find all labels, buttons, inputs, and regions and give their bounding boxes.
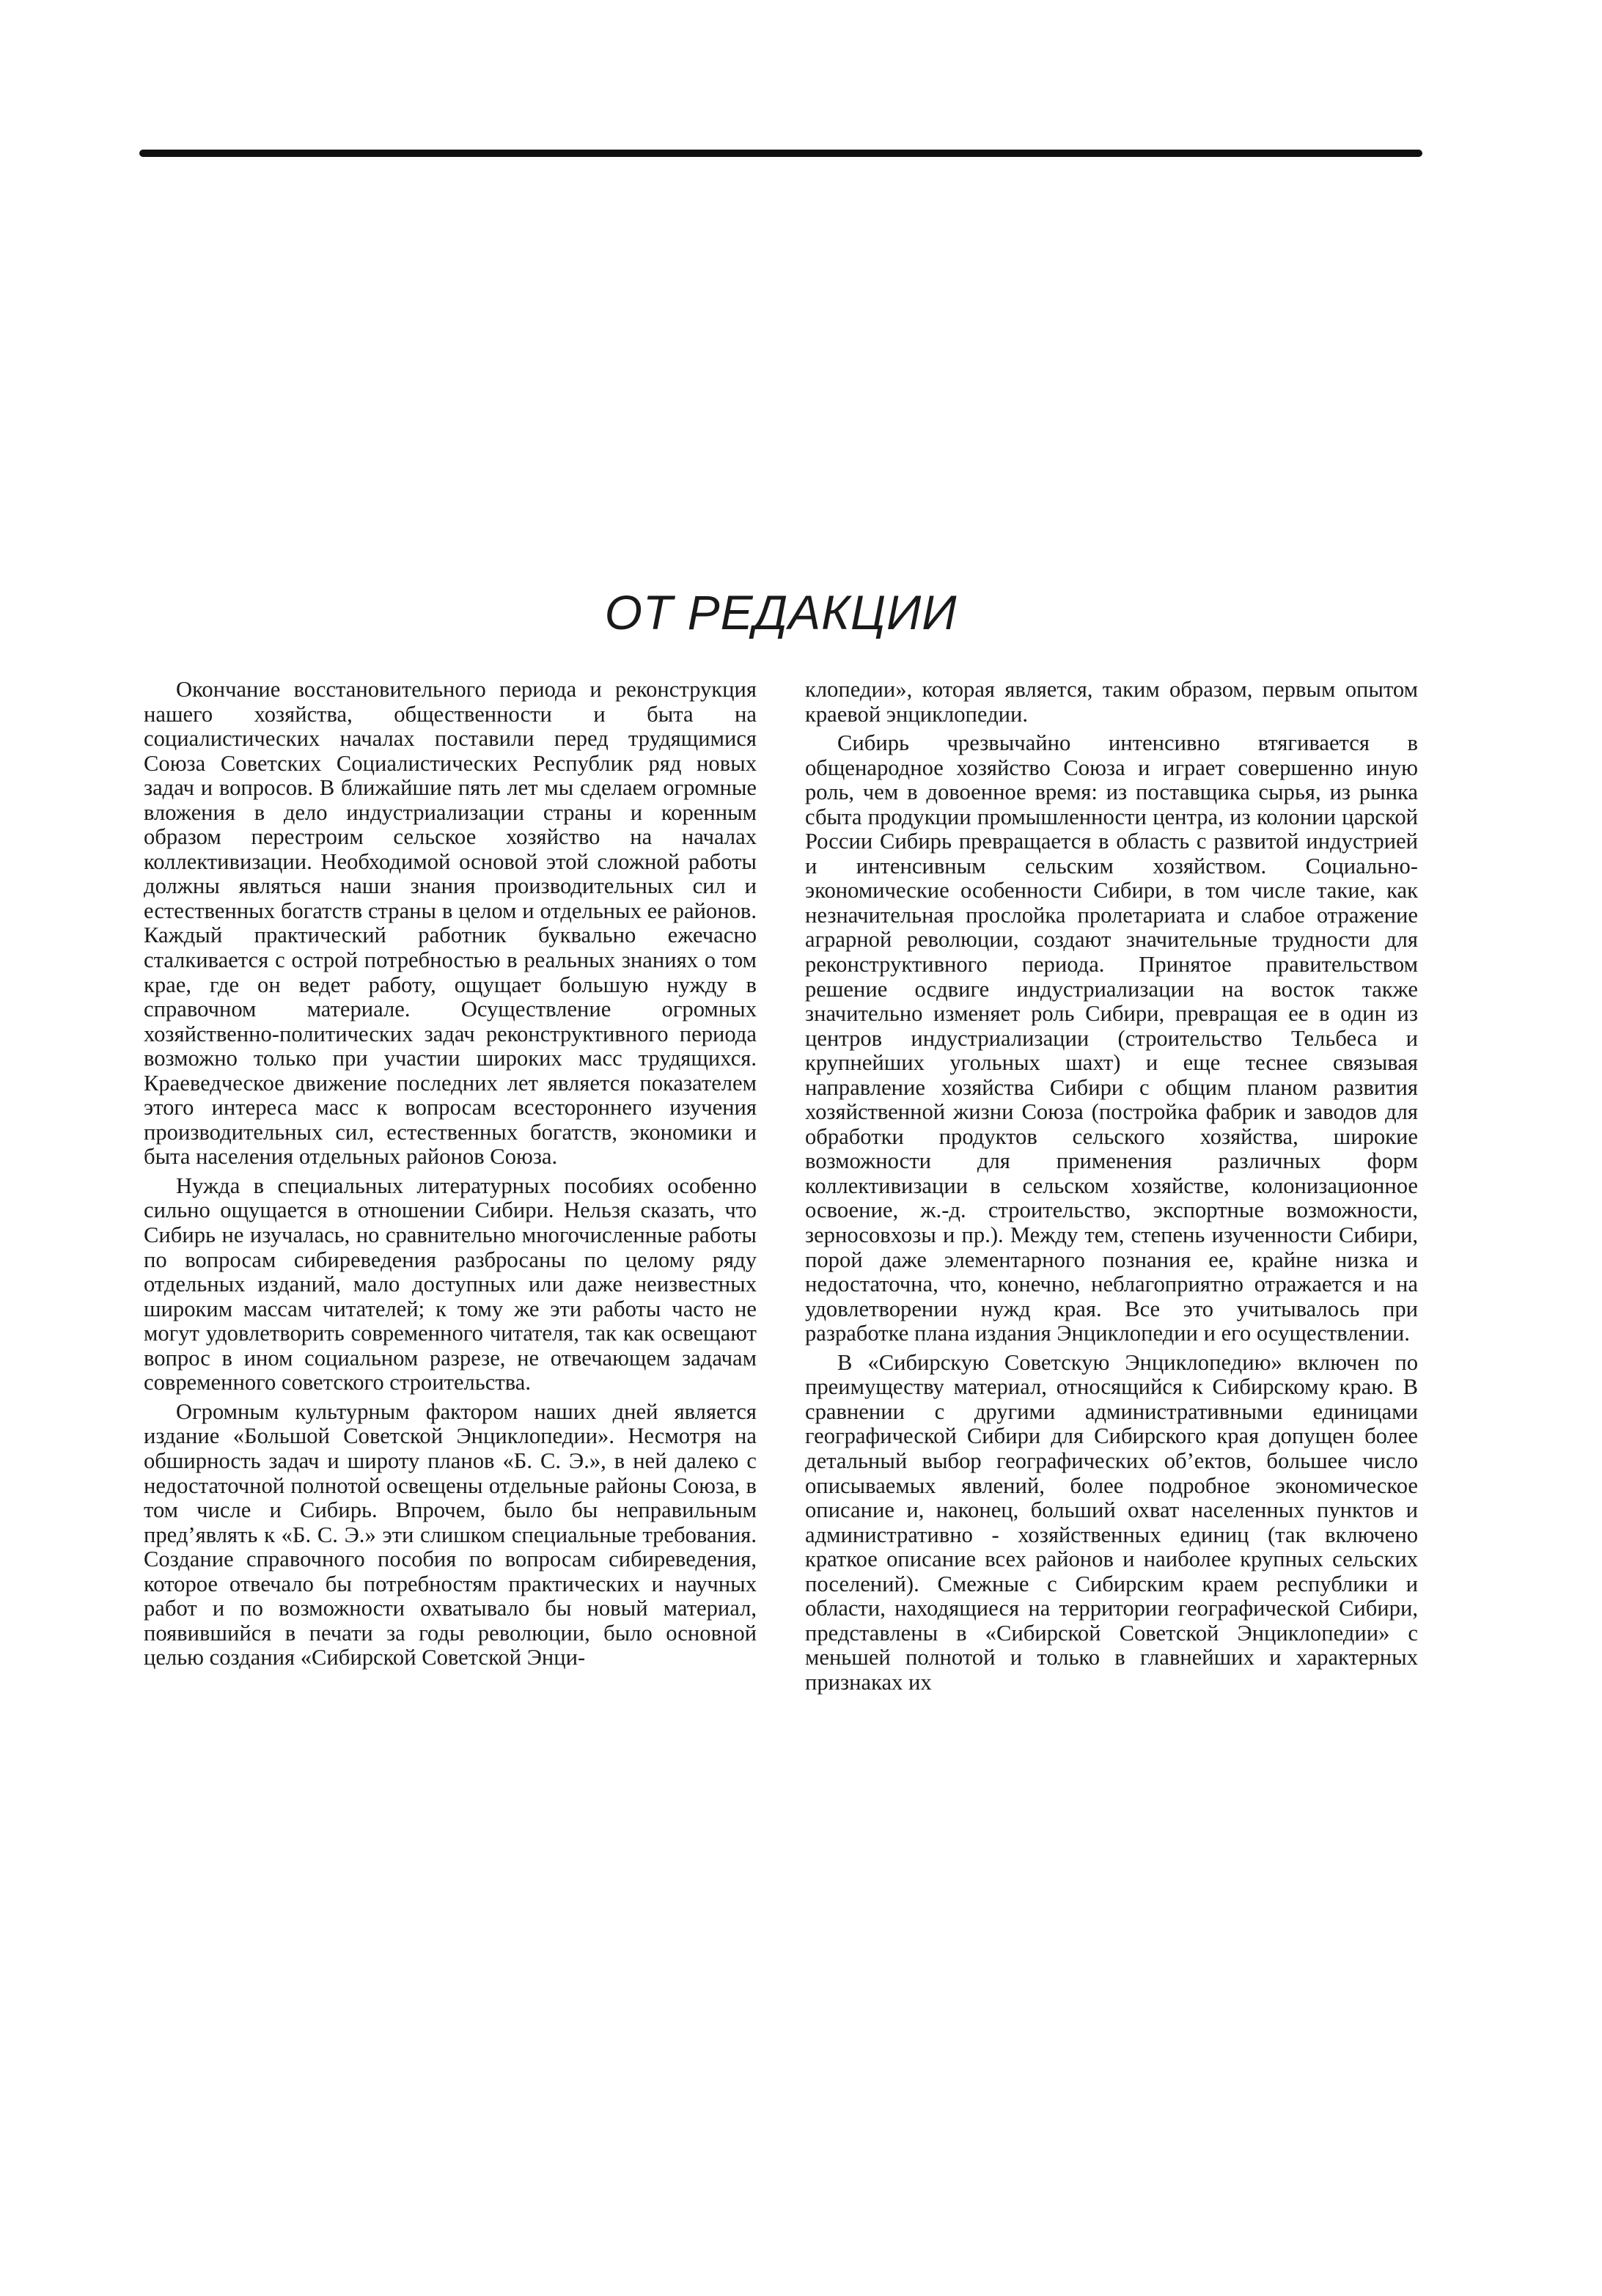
- paragraph: Огромным культурным фактором наших дней является издание «Большой Советской Энциклопедии». Несмотря на обширность задач и широту планов «Б. С. Э.», в ней далеко с недостаточной полнотой освещены отдельные районы Союза, в том числе и Сибирь. Впрочем, было бы неправильным пред’являть к «Б. С. Э.» эти слишком специальные требования. Создание справочного пособия по вопросам сибиреведения, которое отвечало бы потребностям практических и научных работ и по возможности охватывало бы новый материал, появившийся в печати за годы революции, было основной целью создания «Сибирской Советской Энци-: [144, 1398, 757, 1670]
- paragraph: Окончание восстановительного периода и реконструкция нашего хозяйства, общественности и быта на социалистических началах поставили перед трудящимися Союза Советских Социалистических Республик ряд новых задач и вопросов. В ближайшие пять лет мы сделаем огромные вложения в дело индустриализации страны и коренным образом перестроим сельское хозяйство на началах коллективизации. Необходимой основой этой сложной работы должны являться наши знания производительных сил и естественных богатств страны в целом и отдельных ее районов. Каждый практический работник буквально ежечасно сталкивается с острой потребностью в реальных знаниях о том крае, где он ведет работу, ощущает большую нужду в справочном материале. Осуществление огромных хозяйственно-политических задач реконструктивного периода возможно только при участии широких масс трудящихся. Краеведческое движение последних лет является показателем этого интереса масс к вопросам всестороннего изучения производительных сил, естественных богатств, экономики и быта населения отдельных районов Союза.: [144, 677, 757, 1170]
- paragraph: Нужда в специальных литературных пособиях особенно сильно ощущается в отношении Сибири. Нельзя сказать, что Сибирь не изучалась, но сравнительно многочисленные работы по вопросам сибиреведения разбросаны по целому ряду отдельных изданий, мало доступных или даже неизвестных широким массам читателей; к тому же эти работы часто не могут удовлетворить современного читателя, так как освещают вопрос в ином социальном разрезе, не отвечающем задачам современного советского строительства.: [144, 1173, 757, 1395]
- page-title: ОТ РЕДАКЦИИ: [604, 585, 958, 639]
- paragraph: В «Сибирскую Советскую Энциклопедию» включен по преимуществу материал, относящийся к Сибирскому краю. В сравнении с другими административными единицами географической Сибири для Сибирского края допущен более детальный выбор географических об’ектов, большее число описываемых явлений, более подробное экономическое описание и, наконец, больший охват населенных пунктов и административно - хозяйственных единиц (так включено краткое описание всех районов и наиболее крупных сельских поселений). Смежные с Сибирским краем республики и области, находящиеся на территории географической Сибири, представлены в «Сибирской Советской Энциклопедии» с меньшей полнотой и только в главнейших и характерных признаках их: [805, 1349, 1418, 1695]
- paragraph-continuation: клопедии», которая является, таким образом, первым опытом краевой энциклопедии.: [805, 677, 1418, 727]
- left-column: [144, 678, 757, 1675]
- right-column: [805, 678, 1418, 1699]
- paragraph: Сибирь чрезвычайно интенсивно втягивается в общенародное хозяйство Союза и играет совершенно иную роль, чем в довоенное время: из поставщика сырья, из рынка сбыта продукции промышленности центра, из колонии царской России Сибирь превращается в область с развитой индустрией и интенсивным сельским хозяйством. Социально-экономические особенности Сибири, в том числе такие, как незначительная прослойка пролетариата и слабое отражение аграрной революции, создают значительные трудности для реконструктивного периода. Принятое правительством решение осдвиге индустриализации на восток также значительно изменяет роль Сибири, превращая ее в один из центров индустриализации (строительство Тельбеса и крупнейших угольных шахт) и еще теснее связывая направление хозяйства Сибири с общим планом развития хозяйственной жизни Союза (постройка фабрик и заводов для обработки продуктов сельского хозяйства, широкие возможности для применения различных форм коллективизации в сельском хозяйстве, колонизационное освоение, ж.-д. строительство, экспортные возможности, зерносовхозы и пр.). Между тем, степень изученности Сибири, порой даже элементарного познания ее, крайне низка и недостаточна, что, конечно, неблагоприятно отражается и на удовлетворении нужд края. Все это учитывалось при разработке плана издания Энциклопедии и его осуществлении.: [805, 730, 1418, 1346]
- top-rule: [139, 150, 1422, 157]
